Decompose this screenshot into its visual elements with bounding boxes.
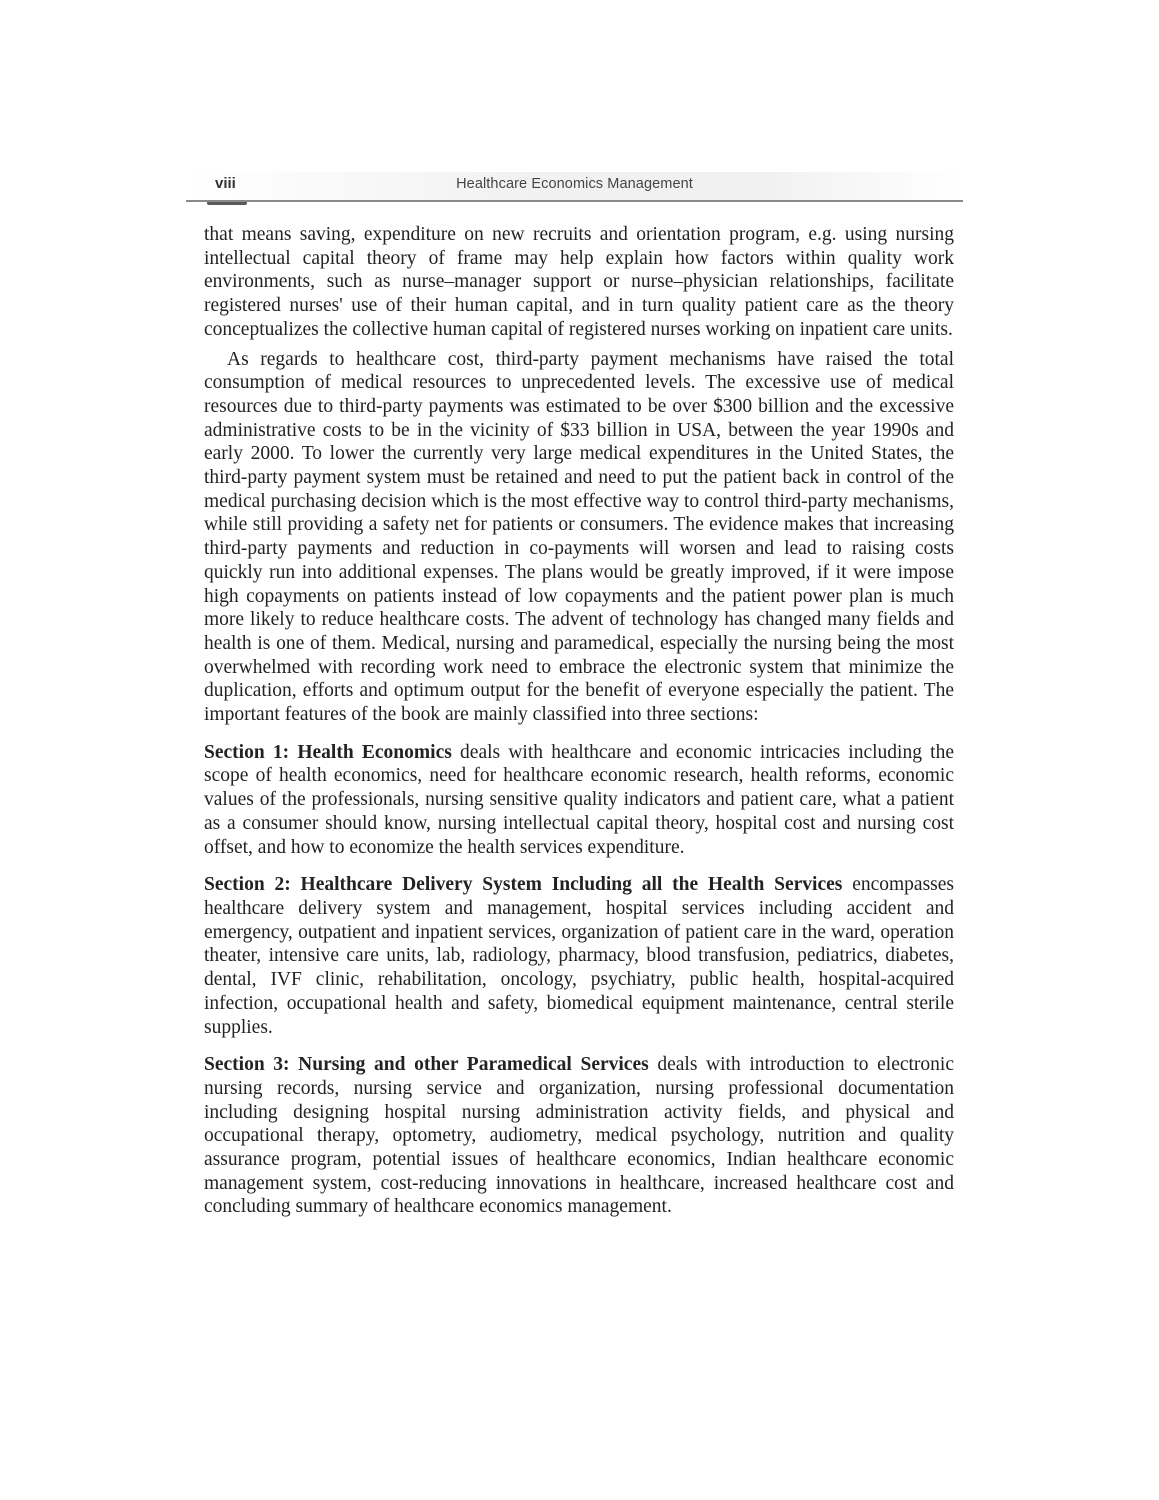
section-3-paragraph xyxy=(204,1053,954,1219)
section-2-heading: Section 2: Healthcare Delivery System Including all the Health Services xyxy=(204,874,843,896)
section-2-paragraph xyxy=(204,873,954,1039)
page-body xyxy=(204,223,954,1219)
section-2-text: encompasses healthcare delivery system and management, hospital services including accident and emergency, outpatient and inpatient services, organization of patient care in the ward, operation theater, intensive care units, lab, radiology, pharmacy, blood transfusion, pediatrics, diabetes, dental, IVF clinic, rehabilitation, oncology, psychiatry, public health, hospital-acquired infection, occupational health and safety, biomedical equipment maintenance, central sterile supplies. xyxy=(204,874,954,1038)
section-3-heading: Section 3: Nursing and other Paramedical Services xyxy=(204,1054,649,1076)
body-paragraph: As regards to healthcare cost, third-party payment mechanisms have raised the total consumption of medical resources to unprecedented levels. The excessive use of medical resources due to third-party payments was estimated to be over $300 billion and the excessive administrative costs to be in the vicinity of $33 billion in USA, between the year 1990s and early 2000. To lower the currently very large medical expenditures in the United States, the third-party payment system must be retained and need to put the patient back in control of the medical purchasing decision which is the most effective way to control third-party mechanisms, while still providing a safety net for patients or consumers. The evidence makes that increasing third-party payments and reduction in co-payments will worsen and lead to raising costs quickly run into additional expenses. The plans would be greatly improved, if it were impose high copayments on patients instead of low copayments and the patient power plan is much more likely to reduce healthcare costs. The advent of technology has changed many fields and health is one of them. Medical, nursing and paramedical, especially the nursing being the most overwhelmed with recording work need to embrace the electronic system that minimize the duplication, efforts and optimum output for the benefit of everyone especially the patient. The important features of the book are mainly classified into three sections: xyxy=(204,348,954,726)
section-1-paragraph xyxy=(204,741,954,860)
running-head-title: Healthcare Economics Management xyxy=(456,176,693,192)
page-header xyxy=(186,172,963,202)
header-rule xyxy=(186,200,963,202)
page-number: viii xyxy=(215,175,236,192)
section-1-heading: Section 1: Health Economics xyxy=(204,741,452,763)
section-3-text: deals with introduction to electronic nursing records, nursing service and organization, nursing professional documentation including designing hospital nursing administration activity fields, and physical and occupational therapy, optometry, audiometry, medical psychology, nutrition and quality assurance program, potential issues of healthcare economics, Indian healthcare economic management system, cost-reducing innovations in healthcare, increased healthcare cost and concluding summary of healthcare economics management. xyxy=(204,1054,954,1218)
body-paragraph: that means saving, expenditure on new recruits and orientation program, e.g. using nursing intellectual capital theory of frame may help explain how factors within quality work environments, such as nurse–manager support or nurse–physician relationships, facilitate registered nurses' use of their human capital, and in turn quality patient care as the theory conceptualizes the collective human capital of registered nurses working on inpatient care units. xyxy=(204,224,954,340)
section-1-text: deals with healthcare and economic intricacies including the scope of health economics, need for healthcare economic research, health reforms, economic values of the professionals, nursing sensitive quality indicators and patient care, what a patient as a consumer should know, nursing intellectual capital theory, hospital cost and nursing cost offset, and how to economize the health services expenditure. xyxy=(204,741,954,858)
